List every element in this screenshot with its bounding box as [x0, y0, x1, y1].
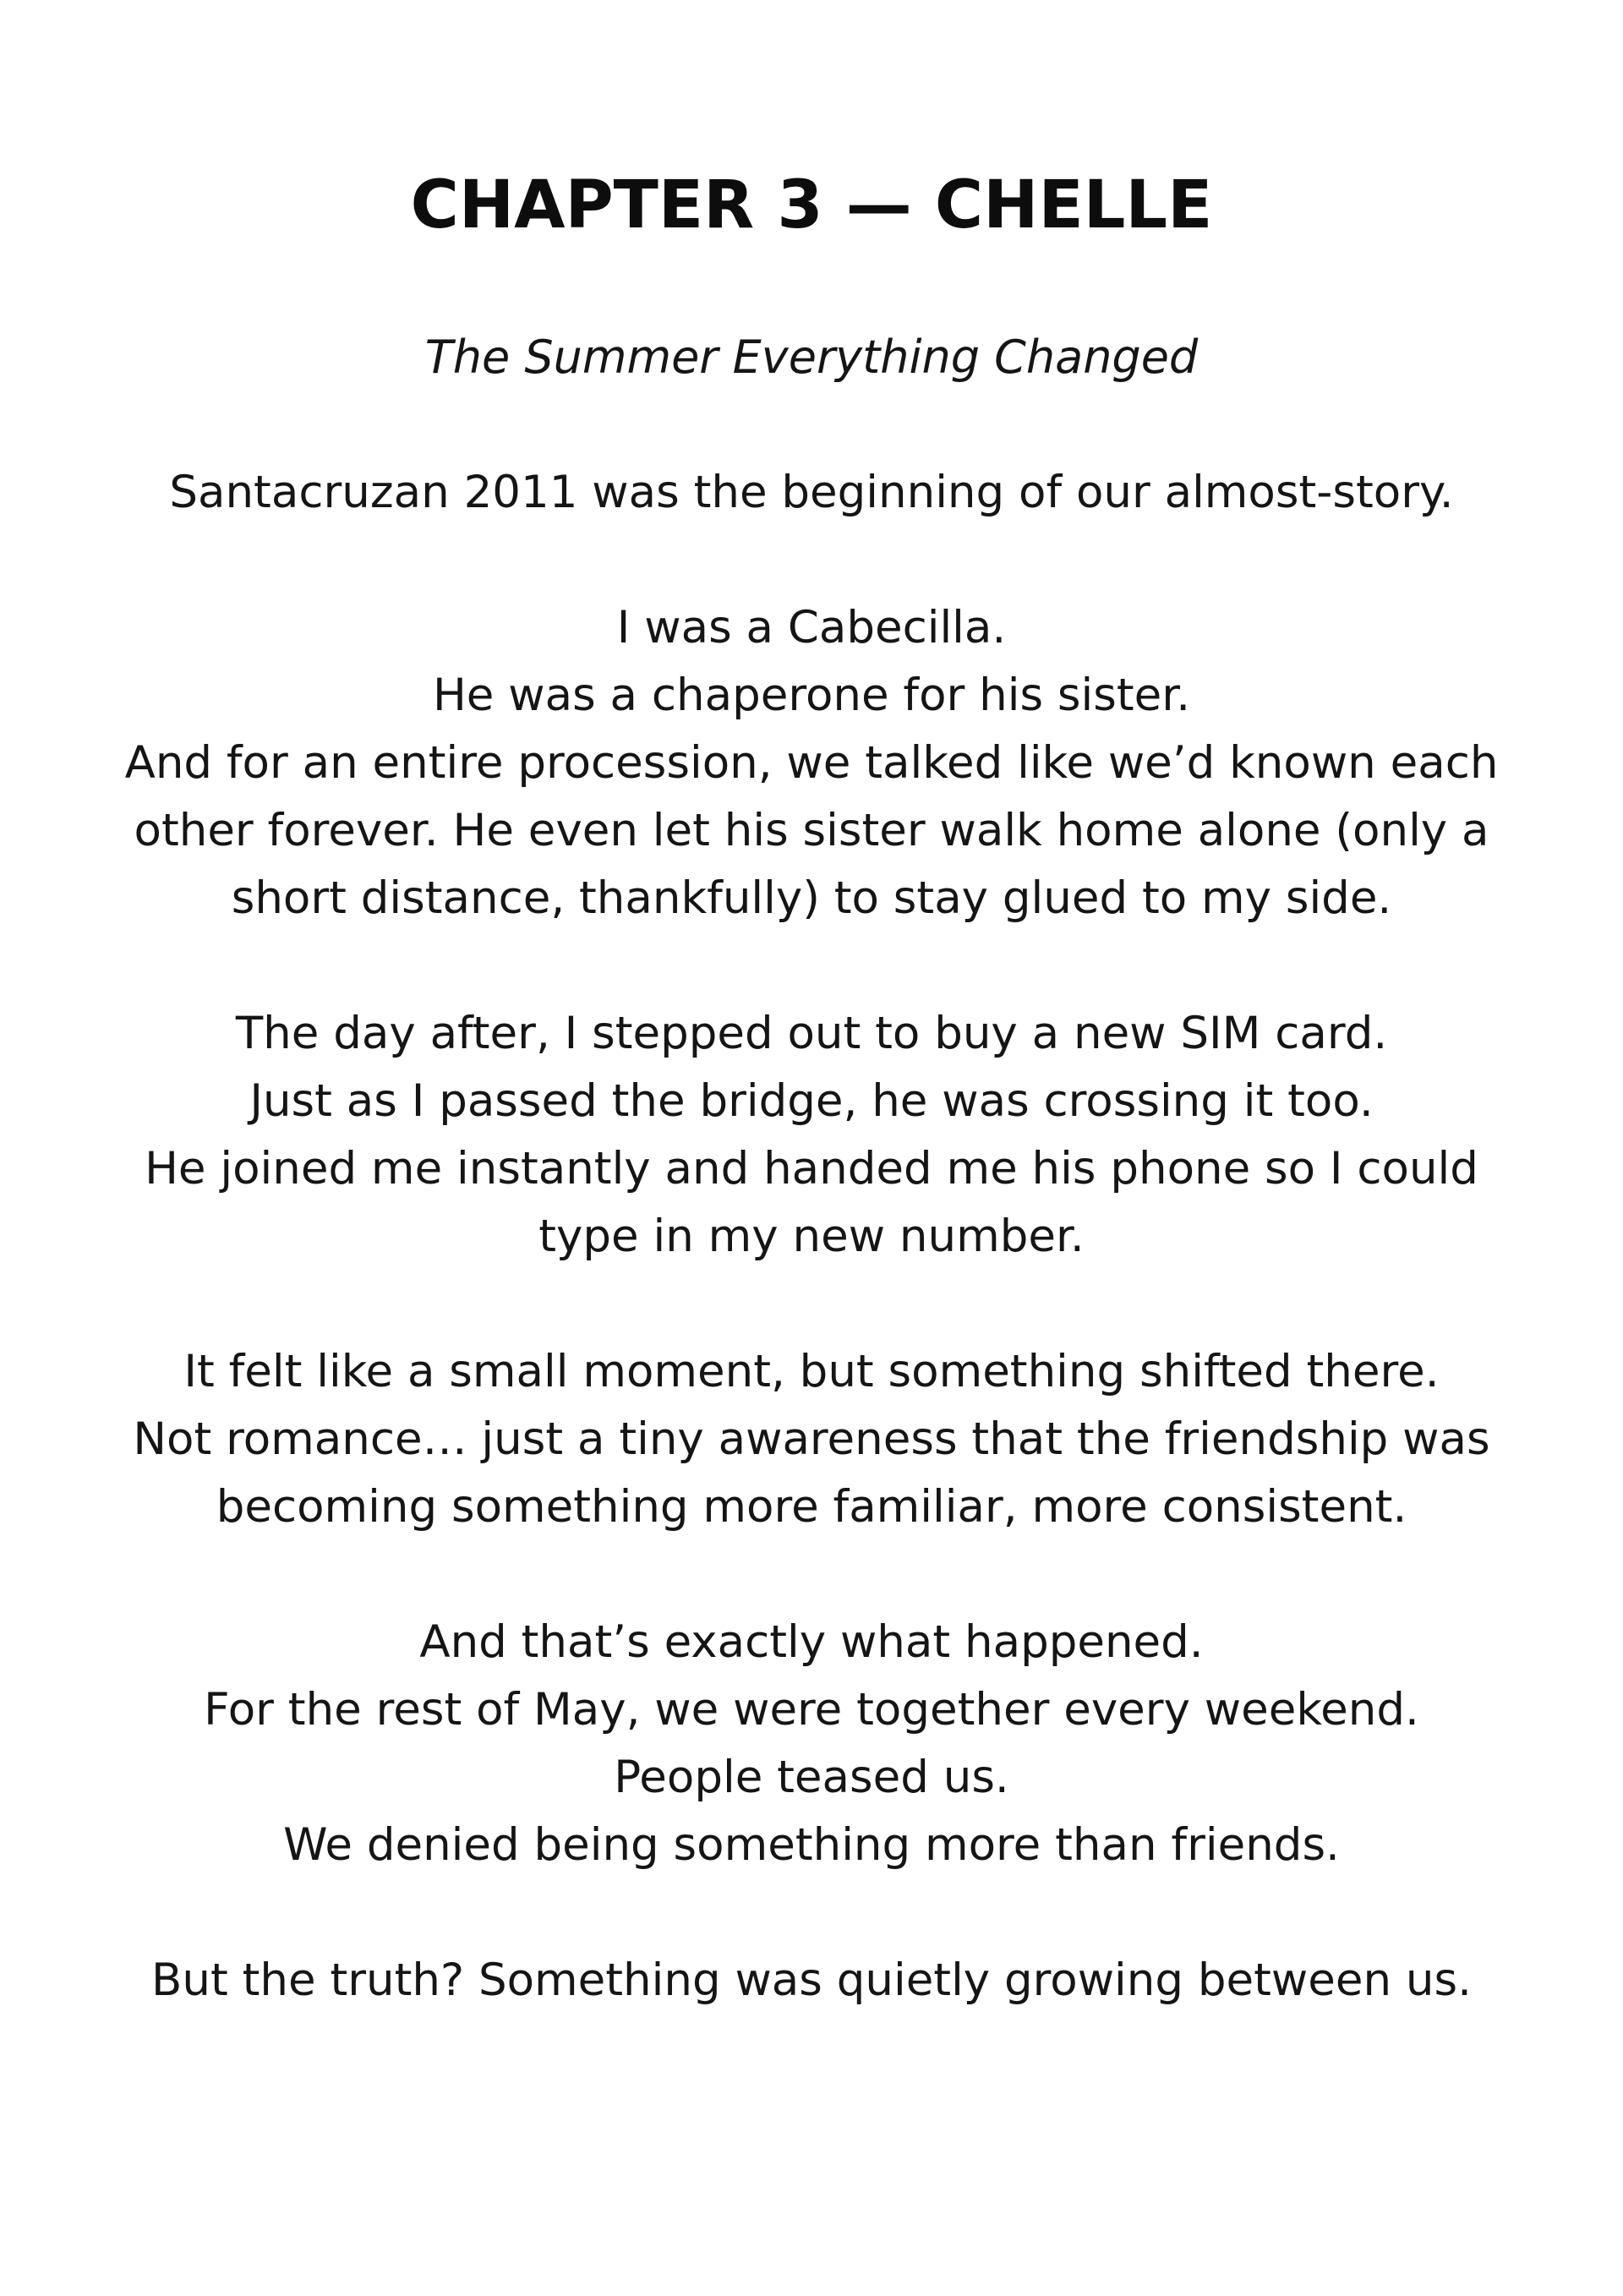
paragraph-line: And that’s exactly what happened. [419, 1616, 1204, 1668]
paragraph-line: And for an entire procession, we talked like we’d known each [124, 737, 1499, 789]
paragraph-line: I was a Cabecilla. [616, 602, 1007, 653]
paragraph-line: The day after, I stepped out to buy a new SIM card. [235, 1008, 1388, 1059]
chapter-subtitle: The Summer Everything Changed [424, 331, 1199, 384]
paragraph-1 [68, 459, 1555, 527]
paragraph-3 [68, 1000, 1555, 1271]
paragraph-6 [68, 1947, 1555, 2014]
paragraph-line: other forever. He even let his sister walk home alone (only a [134, 805, 1489, 856]
paragraph-line: People teased us. [614, 1752, 1009, 1803]
paragraph-5 [68, 1609, 1555, 1879]
paragraph-line: He was a chaperone for his sister. [432, 670, 1191, 721]
paragraph-2 [68, 594, 1555, 932]
paragraph-line: short distance, thankfully) to stay glued to my side. [231, 872, 1392, 924]
paragraph-line: Just as I passed the bridge, he was crossing it too. [249, 1075, 1374, 1127]
paragraph-line: It felt like a small moment, but something shifted there. [183, 1346, 1440, 1397]
chapter-title: CHAPTER 3 — CHELLE [410, 167, 1213, 243]
paragraph-line: But the truth? Something was quietly growing between us. [151, 1954, 1472, 2006]
paragraph-line: Santacruzan 2011 was the beginning of our almost-story. [169, 467, 1454, 518]
paragraph-line: becoming something more familiar, more consistent. [216, 1481, 1407, 1533]
paragraph-line: For the rest of May, we were together every weekend. [204, 1684, 1419, 1736]
paragraph-line: Not romance… just a tiny awareness that the friendship was [133, 1413, 1490, 1465]
paragraph-line: We denied being something more than friends. [283, 1819, 1340, 1871]
paragraph-4 [68, 1338, 1555, 1541]
paragraph-line: He joined me instantly and handed me his phone so I could [145, 1143, 1478, 1194]
paragraph-line: type in my new number. [538, 1211, 1085, 1262]
